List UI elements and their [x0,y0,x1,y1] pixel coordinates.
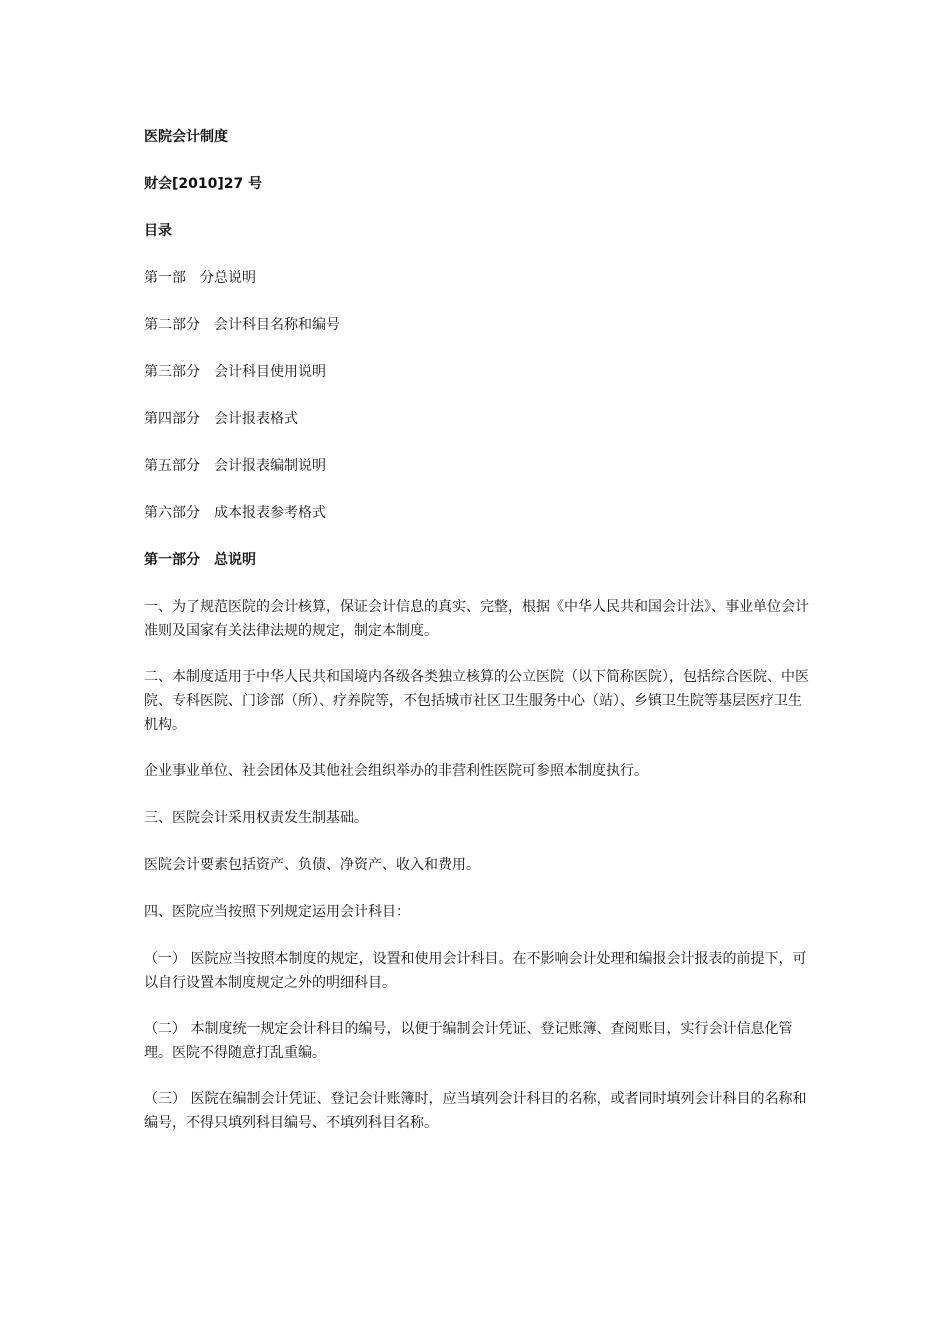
paragraph: 企业事业单位、社会团体及其他社会组织举办的非营利性医院可参照本制度执行。 [144,763,648,779]
toc-item: 第五部分 会计报表编制说明 [144,458,326,474]
document-title: 医院会计制度 [144,129,228,145]
paragraph: 四、医院应当按照下列规定运用会计科目： [144,904,410,920]
paragraph: （一） 医院应当按照本制度的规定，设置和使用会计科目。在不影响会计处理和编报会计报表的前提下，可以自行设置本制度规定之外的明细科目。 [144,951,807,991]
toc-item: 第一部 分总说明 [144,270,256,286]
paragraph: 医院会计要素包括资产、负债、净资产、收入和费用。 [144,857,480,873]
toc-item: 第四部分 会计报表格式 [144,411,298,427]
paragraph: 一、为了规范医院的会计核算，保证会计信息的真实、完整，根据《中华人民共和国会计法》、事业单位会计准则及国家有关法律法规的规定，制定本制度。 [144,599,809,639]
toc-item: 第三部分 会计科目使用说明 [144,364,326,380]
document-content [144,125,809,1157]
paragraph: 二、本制度适用于中华人民共和国境内各级各类独立核算的公立医院（以下简称医院），包括综合医院、中医院、专科医院、门诊部（所）、疗养院等，不包括城市社区卫生服务中心（站）、乡镇卫生院等基层医疗卫生机构。 [144,669,809,733]
toc-item: 第二部分 会计科目名称和编号 [144,317,340,333]
toc-heading: 目录 [144,223,172,239]
toc-item: 第六部分 成本报表参考格式 [144,505,326,521]
paragraph: 三、医院会计采用权责发生制基础。 [144,810,368,826]
document-number: 财会[2010]27 号 [144,176,263,192]
section-heading: 第一部分 总说明 [144,552,256,568]
paragraph: （二） 本制度统一规定会计科目的编号，以便于编制会计凭证、登记账簿、查阅账目，实行会计信息化管理。医院不得随意打乱重编。 [144,1021,793,1061]
paragraph: （三） 医院在编制会计凭证、登记会计账簿时，应当填列会计科目的名称，或者同时填列会计科目的名称和编号，不得只填列科目编号、不填列科目名称。 [144,1091,807,1131]
